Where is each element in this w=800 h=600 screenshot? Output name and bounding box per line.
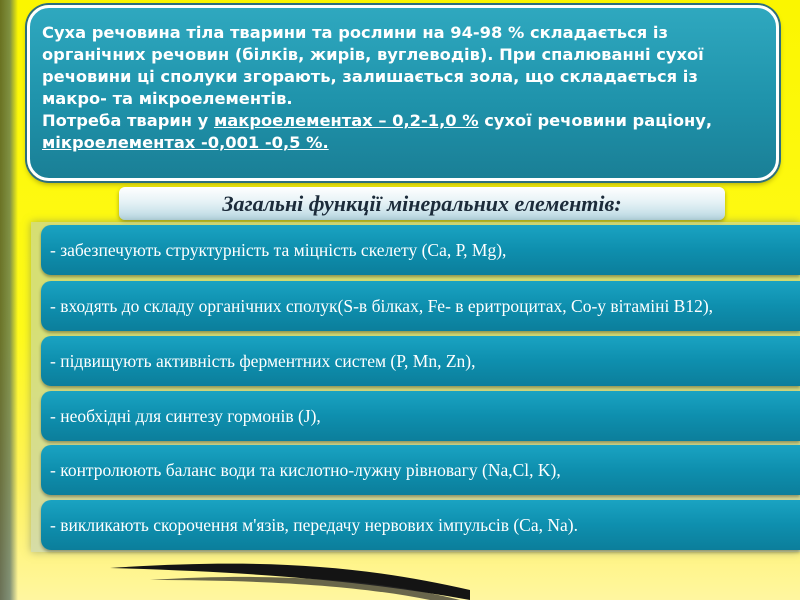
function-text: - підвищують активність ферментних систем (P, Mn, Zn), bbox=[50, 350, 476, 371]
info-paragraph bbox=[42, 22, 762, 154]
info-box bbox=[27, 5, 779, 181]
function-text: - необхідні для синтезу гормонів (J), bbox=[50, 405, 321, 426]
function-item bbox=[41, 391, 800, 441]
function-item bbox=[41, 500, 800, 550]
function-item bbox=[41, 336, 800, 386]
micro-requirement: мікроелементах -0,001 -0,5 %. bbox=[42, 133, 329, 152]
function-item bbox=[41, 281, 800, 331]
need-prefix: Потреба тварин у bbox=[42, 111, 214, 130]
section-title: Загальні функції мінеральних елементів: bbox=[119, 187, 725, 220]
macro-requirement: макроелементах – 0,2-1,0 % bbox=[213, 111, 479, 130]
function-text: - викликають скорочення м'язів, передачу нервових імпульсів (Са, Na). bbox=[50, 514, 578, 535]
function-text: - контролюють баланс води та кислотно-лужну рівновагу (Na,Cl, K), bbox=[50, 459, 561, 480]
function-item bbox=[41, 445, 800, 495]
function-text: - забезпечують структурність та міцність скелету (Са, Р, Mg), bbox=[50, 239, 507, 260]
function-item bbox=[41, 225, 800, 275]
need-middle: сухої речовини раціону, bbox=[478, 111, 713, 130]
function-text: - входять до складу органічних сполук(S-в білках, Fe- в еритроцитах, Со-у вітаміні В12), bbox=[50, 296, 714, 316]
info-text: Суха речовина тіла тварини та рослини на 94-98 % складається із органічних речовин (білків, жирів, вуглеводів). При спалюванні сухої речовини ці сполуки згорають, залишається зола, що складається із макро- та мікроелементів. bbox=[42, 23, 704, 108]
